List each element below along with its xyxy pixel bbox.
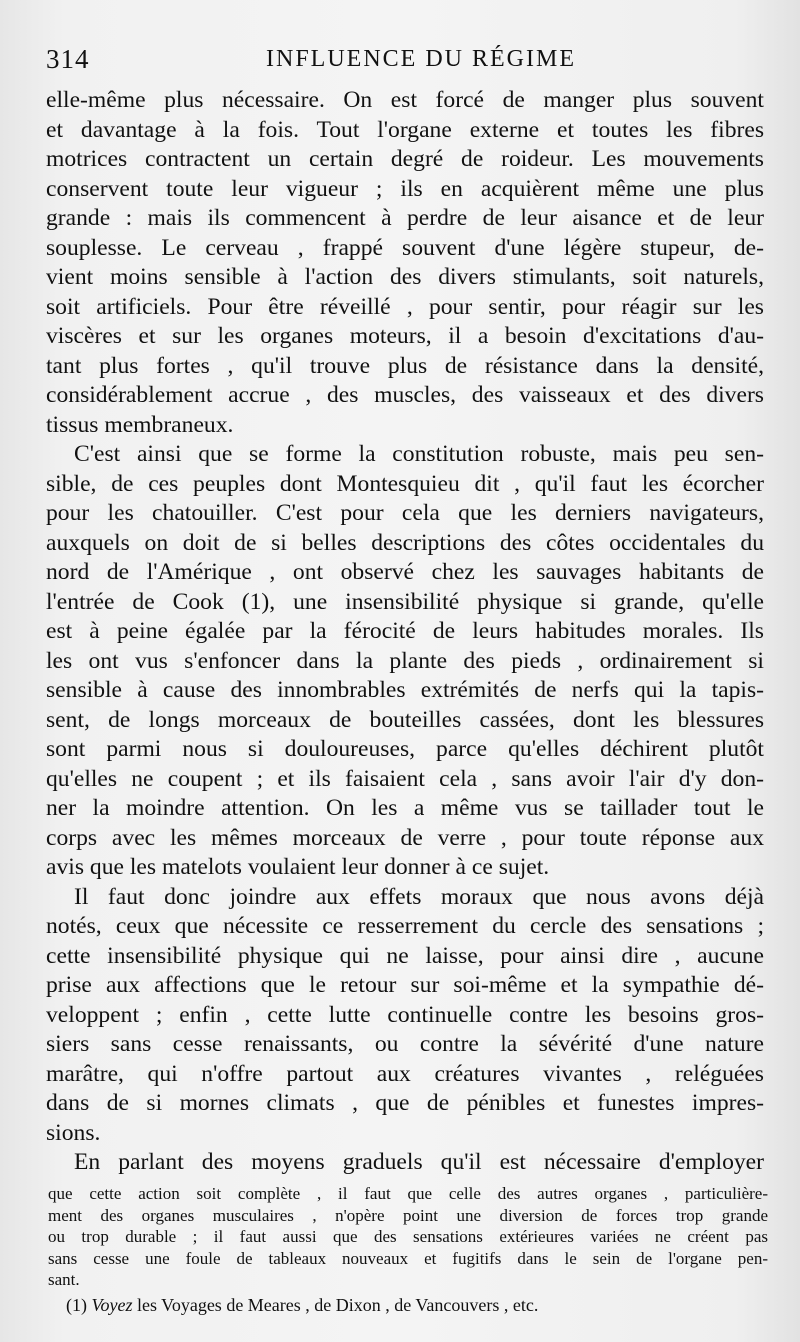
text-line: dans de si mornes climats , que de pénibles et funestes impres- [46, 1090, 764, 1116]
text-line: marâtre, qui n'offre partout aux créatures vivantes , reléguées [46, 1060, 764, 1087]
text-line: auxquels on doit de si belles descriptions des côtes occidentales du [46, 529, 764, 556]
text-line: sible, de ces peuples dont Montesquieu dit , qu'il faut les écorcher [46, 470, 764, 497]
text-line: tissus membraneux. [46, 411, 234, 438]
text-line: sensible à cause des innombrables extrémités de nerfs qui la tapis- [46, 677, 764, 703]
text-line: corps avec les mêmes morceaux de verre , pour toute réponse aux [46, 824, 764, 851]
footnote-italic: Voyez [91, 1294, 133, 1315]
text-line: nord de l'Amérique , ont observé chez les sauvages habitants de [46, 559, 764, 585]
footnote-line: que cette action soit complète , il faut que celle des autres organes , particulière- [48, 1184, 768, 1203]
text-line: Il faut donc joindre aux effets moraux que nous avons déjà [74, 883, 764, 910]
text-line: vient moins sensible à l'action des divers stimulants, soit naturels, [46, 264, 764, 290]
text-line: C'est ainsi que se forme la constitution robuste, mais peu sen- [74, 441, 764, 467]
text-line: et davantage à la fois. Tout l'organe externe et toutes les fibres [46, 116, 764, 143]
footnotes [48, 1183, 768, 1317]
footnote-text: les Voyages de Meares , de Dixon , de Vancouvers , etc. [136, 1294, 539, 1315]
text-line: tant plus fortes , qu'il trouve plus de résistance dans la densité, [46, 352, 764, 379]
text-line: avis que les matelots voulaient leur donner à ce sujet. [46, 854, 550, 880]
text-line: qu'elles ne coupent ; et ils faisaient cela , sans avoir l'air d'y don- [46, 765, 764, 792]
text-line: veloppent ; enfin , cette lutte continuelle contre les besoins gros- [46, 1001, 764, 1028]
text-line: cette insensibilité physique qui ne laisse, pour ainsi dire , aucune [46, 942, 764, 969]
text-line: souplesse. Le cerveau , frappé souvent d'une légère stupeur, de- [46, 234, 764, 261]
text-line: motrices contractent un certain degré de roideur. Les mouvements [46, 146, 764, 172]
footnote-reference [48, 1293, 768, 1317]
text-line: est à peine égalée par la férocité de leurs habitudes morales. Ils [46, 618, 764, 644]
text-line: sent, de longs morceaux de bouteilles cassées, dont les blessures [46, 706, 764, 733]
text-line: sont parmi nous si douloureuses, parce qu'elles déchirent plutôt [46, 736, 764, 762]
text-line: conservent toute leur vigueur ; ils en acquièrent même une plus [46, 175, 764, 202]
text-line: grande : mais ils commencent à perdre de leur aisance et de leur [46, 205, 764, 231]
text-line: En parlant des moyens graduels qu'il est nécessaire d'employer [74, 1149, 764, 1175]
text-line: viscères et sur les organes moteurs, il a besoin d'excitations d'au- [46, 323, 764, 349]
text-line: l'entrée de Cook (1), une insensibilité physique si grande, qu'elle [46, 588, 764, 615]
text-line: elle-même plus nécessaire. On est forcé de manger plus souvent [46, 87, 764, 113]
text-line: considérablement accrue , des muscles, des vaisseaux et des divers [46, 382, 764, 408]
page-header [46, 44, 760, 78]
footnote-line: ment des organes musculaires , n'opère point une diversion de forces trop grande [48, 1205, 768, 1225]
footnote-line: ou trop durable ; il faut aussi que des sensations extérieures variées ne créent pas [48, 1227, 768, 1246]
footnote-line: sant. [48, 1270, 80, 1289]
text-line: prise aux affections que le retour sur soi-même et la sympathie dé- [46, 972, 764, 998]
text-line: ner la moindre attention. On les a même vus se taillader tout le [46, 795, 764, 821]
text-line: notés, ceux que nécessite ce resserrement du cercle des sensations ; [46, 913, 764, 939]
running-title: INFLUENCE DU RÉGIME [266, 46, 576, 72]
page-number: 314 [46, 44, 90, 74]
text-line: pour les chatouiller. C'est pour cela que les derniers navigateurs, [46, 500, 764, 526]
body-text [46, 86, 764, 1178]
text-line: soit artificiels. Pour être réveillé , pour sentir, pour réagir sur les [46, 293, 764, 320]
text-line: les ont vus s'enfoncer dans la plante des pieds , ordinairement si [46, 647, 764, 674]
footnote-line: sans cesse une foule de tableaux nouveaux et fugitifs dans le sein de l'organe pen- [48, 1248, 768, 1268]
text-line: siers sans cesse renaissants, ou contre la sévérité d'une nature [46, 1031, 764, 1057]
text-line: sions. [46, 1119, 101, 1146]
footnote-marker: (1) [66, 1294, 87, 1315]
